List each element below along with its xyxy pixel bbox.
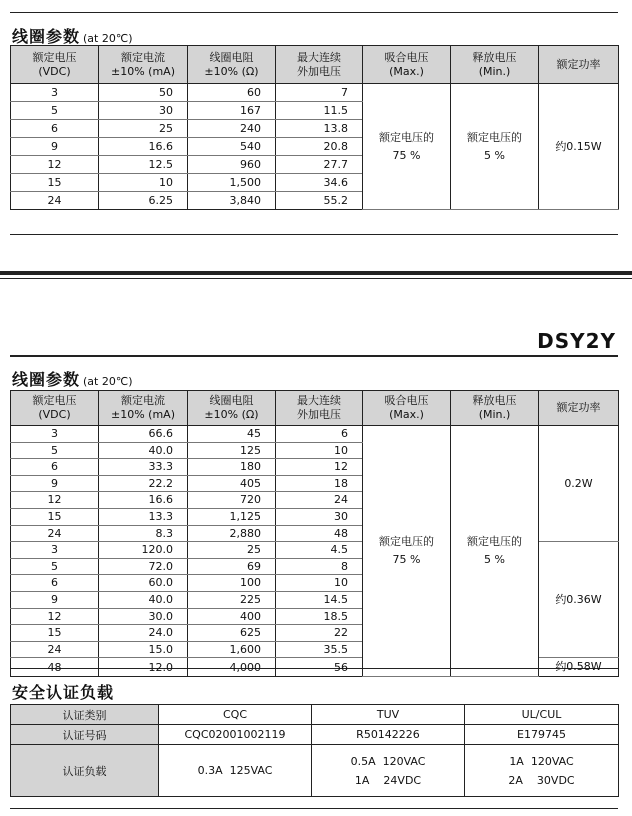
cell-max-voltage: 34.6 [276,174,363,192]
header-pickup-voltage: 吸合电压 (Max.) [363,391,451,426]
cert-number-ul: E179745 [465,725,619,745]
section1-title: 线圈参数 (at 20℃) [12,27,133,46]
cert-number-tuv: R50142226 [312,725,465,745]
cell-coil-resistance: 167 [188,102,276,120]
cell-rated-voltage: 12 [11,156,99,174]
cell-rated-current: 24.0 [99,625,188,642]
cell-coil-resistance: 100 [188,575,276,592]
header-coil-resistance: 线圈电阻 ±10% (Ω) [188,46,276,84]
cell-rated-current: 10 [99,174,188,192]
cell-rated-current: 8.3 [99,525,188,542]
header-release-voltage: 释放电压 (Min.) [451,46,539,84]
header-rated-power: 额定功率 [539,46,619,84]
section1-subtitle: (at 20℃) [83,32,133,45]
thick-divider [0,271,632,275]
cell-coil-resistance: 1,500 [188,174,276,192]
cell-max-voltage: 4.5 [276,542,363,559]
coil-parameter-table-2 [10,390,619,677]
cell-coil-resistance: 540 [188,138,276,156]
cell-rated-voltage: 24 [11,641,99,658]
cert-load-tuv: 0.5A 120VAC 1A 24VDC [312,745,465,797]
cell-max-voltage: 10 [276,575,363,592]
cell-rated-voltage: 5 [11,442,99,459]
cell-rated-current: 13.3 [99,508,188,525]
cell-coil-resistance: 240 [188,120,276,138]
cell-coil-resistance: 720 [188,492,276,509]
rated-power-value-group-a: 0.2W [539,426,619,542]
cert-number-row [11,725,619,745]
cert-type-ul: UL/CUL [465,705,619,725]
cell-max-voltage: 27.7 [276,156,363,174]
cell-rated-voltage: 12 [11,492,99,509]
cell-max-voltage: 55.2 [276,192,363,210]
cell-rated-current: 25 [99,120,188,138]
cell-rated-voltage: 9 [11,591,99,608]
cell-rated-voltage: 5 [11,558,99,575]
cell-coil-resistance: 625 [188,625,276,642]
cell-coil-resistance: 1,600 [188,641,276,658]
cert-type-label: 认证类别 [11,705,159,725]
cell-coil-resistance: 3,840 [188,192,276,210]
cell-coil-resistance: 69 [188,558,276,575]
cell-rated-voltage: 3 [11,542,99,559]
section1-bottom-rule [10,234,618,235]
cert-type-cqc: CQC [159,705,312,725]
cell-max-voltage: 56 [276,658,363,677]
rated-power-value: 约0.15W [539,84,619,210]
cell-rated-voltage: 6 [11,575,99,592]
model-rule [10,355,618,357]
cert-type-row [11,705,619,725]
cert-load-label: 认证负载 [11,745,159,797]
header-max-voltage: 最大连续 外加电压 [276,46,363,84]
thick-divider-thin [0,278,632,279]
release-voltage-value: 额定电压的 5 % [451,84,539,210]
cell-rated-voltage: 15 [11,625,99,642]
cell-rated-current: 33.3 [99,459,188,476]
cell-coil-resistance: 400 [188,608,276,625]
cell-rated-current: 15.0 [99,641,188,658]
cell-rated-voltage: 12 [11,608,99,625]
cell-rated-current: 40.0 [99,442,188,459]
cell-rated-voltage: 6 [11,459,99,476]
cert-number-cqc: CQC02001002119 [159,725,312,745]
section2-subtitle: (at 20℃) [83,375,133,388]
cert-load-cqc: 0.3A 125VAC [159,745,312,797]
pickup-voltage-value: 额定电压的 75 % [363,426,451,677]
cell-max-voltage: 22 [276,625,363,642]
cell-rated-current: 12.5 [99,156,188,174]
rated-power-value-group-c: 约0.58W [539,658,619,677]
cell-max-voltage: 11.5 [276,102,363,120]
cell-max-voltage: 24 [276,492,363,509]
cell-rated-current: 40.0 [99,591,188,608]
cell-coil-resistance: 960 [188,156,276,174]
top-rule [10,12,618,13]
pickup-voltage-value: 额定电压的 75 % [363,84,451,210]
cell-coil-resistance: 1,125 [188,508,276,525]
cell-max-voltage: 20.8 [276,138,363,156]
cell-coil-resistance: 25 [188,542,276,559]
table-row [11,84,619,102]
cell-rated-voltage: 24 [11,192,99,210]
cell-rated-current: 66.6 [99,426,188,443]
header-coil-resistance: 线圈电阻 ±10% (Ω) [188,391,276,426]
cell-rated-current: 12.0 [99,658,188,677]
header-rated-voltage: 额定电压 (VDC) [11,46,99,84]
coil-parameter-table-1 [10,45,619,210]
header-max-voltage: 最大连续 外加电压 [276,391,363,426]
header-rated-current: 额定电流 ±10% (mA) [99,46,188,84]
cell-max-voltage: 18 [276,475,363,492]
table-row [11,426,619,443]
cell-rated-voltage: 24 [11,525,99,542]
cell-coil-resistance: 2,880 [188,525,276,542]
cell-rated-voltage: 3 [11,426,99,443]
cert-load-row [11,745,619,797]
rated-power-value-group-b: 约0.36W [539,542,619,658]
cell-rated-voltage: 5 [11,102,99,120]
cell-max-voltage: 13.8 [276,120,363,138]
cell-max-voltage: 48 [276,525,363,542]
header-pickup-voltage: 吸合电压 (Max.) [363,46,451,84]
section2-title: 线圈参数 (at 20℃) [12,370,133,389]
cell-max-voltage: 6 [276,426,363,443]
cell-max-voltage: 30 [276,508,363,525]
cell-rated-voltage: 48 [11,658,99,677]
table-header-row [11,391,619,426]
cell-rated-voltage: 9 [11,475,99,492]
cell-coil-resistance: 405 [188,475,276,492]
cell-rated-current: 30.0 [99,608,188,625]
header-rated-power: 额定功率 [539,391,619,426]
cell-rated-current: 16.6 [99,492,188,509]
cell-rated-voltage: 15 [11,174,99,192]
cell-max-voltage: 12 [276,459,363,476]
cell-coil-resistance: 180 [188,459,276,476]
safety-title: 安全认证负载 [12,683,115,702]
cell-rated-current: 60.0 [99,575,188,592]
cell-rated-current: 120.0 [99,542,188,559]
cell-rated-voltage: 3 [11,84,99,102]
cell-coil-resistance: 4,000 [188,658,276,677]
cell-rated-current: 30 [99,102,188,120]
cell-rated-voltage: 15 [11,508,99,525]
cell-max-voltage: 8 [276,558,363,575]
cell-rated-current: 16.6 [99,138,188,156]
cell-rated-current: 6.25 [99,192,188,210]
model-number: DSY2Y [537,329,616,353]
table-header-row [11,46,619,84]
cell-max-voltage: 7 [276,84,363,102]
cell-rated-current: 22.2 [99,475,188,492]
cell-rated-current: 50 [99,84,188,102]
cert-load-ul: 1A 120VAC 2A 30VDC [465,745,619,797]
page-bottom-rule [10,808,618,809]
cell-max-voltage: 35.5 [276,641,363,658]
cert-type-tuv: TUV [312,705,465,725]
cell-max-voltage: 10 [276,442,363,459]
cert-number-label: 认证号码 [11,725,159,745]
cell-coil-resistance: 60 [188,84,276,102]
cell-rated-current: 72.0 [99,558,188,575]
cell-max-voltage: 14.5 [276,591,363,608]
certification-table [10,704,619,797]
release-voltage-value: 额定电压的 5 % [451,426,539,677]
header-rated-current: 额定电流 ±10% (mA) [99,391,188,426]
header-release-voltage: 释放电压 (Min.) [451,391,539,426]
cell-rated-voltage: 6 [11,120,99,138]
cell-max-voltage: 18.5 [276,608,363,625]
cell-rated-voltage: 9 [11,138,99,156]
cell-coil-resistance: 45 [188,426,276,443]
header-rated-voltage: 额定电压 (VDC) [11,391,99,426]
cell-coil-resistance: 225 [188,591,276,608]
cell-coil-resistance: 125 [188,442,276,459]
